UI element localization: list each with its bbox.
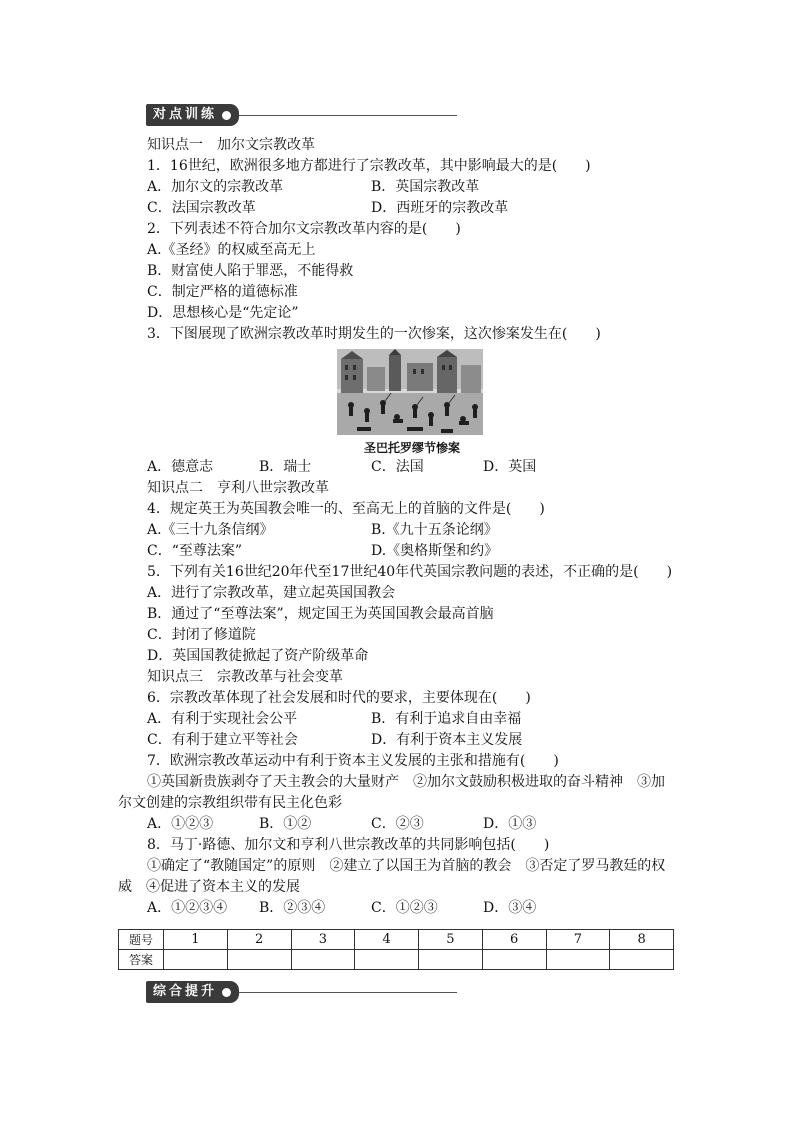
question-7-statements-line2: 尔文创建的宗教组织带有民主化色彩 [118, 795, 342, 811]
bullet-dot-icon [222, 988, 231, 997]
question-7-options [147, 814, 677, 835]
section-header-advance [146, 981, 457, 1003]
bullet-dot-icon [222, 111, 231, 120]
q8-option-a: A．①②③④ [147, 900, 228, 916]
answer-cell[interactable] [164, 950, 228, 970]
answer-cell[interactable] [227, 950, 291, 970]
question-number-cell: 2 [227, 930, 291, 950]
question-number-cell: 3 [291, 930, 355, 950]
q8-option-c: C．①②③ [371, 900, 438, 916]
q1-option-c: C．法国宗教改革 [147, 200, 256, 216]
question-3-stem: 3．下图展现了欧洲宗教改革时期发生的一次惨案，这次惨案发生在( ) [147, 326, 601, 342]
question-5-stem: 5．下列有关16世纪20年代至17世纪40年代英国宗教问题的表述，不正确的是( ) [147, 564, 673, 580]
section-rule [239, 115, 457, 116]
answer-cell[interactable] [610, 950, 674, 970]
q8-option-b: B．②③④ [259, 900, 326, 916]
question-1-options-row1 [147, 177, 677, 198]
answer-table [118, 929, 674, 970]
question-2-stem: 2．下列表述不符合加尔文宗教改革内容的是( ) [147, 221, 461, 237]
answer-cell[interactable] [355, 950, 419, 970]
q6-option-b: B．有利于追求自由幸福 [371, 711, 522, 727]
row-label-question-number: 题号 [119, 930, 164, 950]
question-8-options [147, 898, 677, 919]
question-1-stem: 1．16世纪，欧洲很多地方都进行了宗教改革，其中影响最大的是( ) [147, 158, 591, 174]
question-7-statements-line1: ①英国新贵族剥夺了天主教会的大量财产 ②加尔文鼓励积极进取的奋斗精神 ③加 [147, 774, 665, 790]
q4-option-d: D.《奥格斯堡和约》 [371, 543, 499, 559]
section-title-advance: 综合提升 [153, 984, 218, 999]
section-rule [239, 992, 457, 993]
question-number-cell: 6 [482, 930, 546, 950]
q1-option-a: A．加尔文的宗教改革 [147, 179, 284, 195]
section-tag-practice [146, 104, 239, 126]
massacre-engraving-image [337, 349, 483, 435]
q7-option-a: A．①②③ [147, 816, 214, 832]
question-3-options [147, 457, 677, 478]
question-number-cell: 8 [610, 930, 674, 950]
figure-caption: 圣巴托罗缪节惨案 [363, 441, 460, 455]
knowledge-point-1: 知识点一 加尔文宗教改革 [147, 137, 315, 153]
question-8-statements-line1: ①确定了“教随国定”的原则 ②建立了以国王为首脑的教会 ③否定了罗马教廷的权 [147, 858, 666, 874]
q4-option-c: C．“至尊法案” [147, 543, 243, 559]
question-6-options-row1 [147, 709, 677, 730]
answer-cell[interactable] [482, 950, 546, 970]
q4-option-a: A.《三十九条信纲》 [147, 522, 274, 538]
q5-option-d: D．英国国教徒掀起了资产阶级革命 [147, 648, 369, 664]
row-label-answer: 答案 [119, 950, 164, 970]
section-header-practice [146, 104, 457, 126]
question-4-options-row2 [147, 541, 677, 562]
question-8-statements-line2: 威 ④促进了资本主义的发展 [118, 879, 300, 895]
question-6-options-row2 [147, 730, 677, 751]
q6-option-d: D．有利于资本主义发展 [371, 732, 523, 748]
q3-option-b: B．瑞士 [259, 459, 312, 475]
q2-option-c: C．制定严格的道德标准 [147, 284, 298, 300]
section-title-practice: 对点训练 [153, 107, 218, 122]
question-number-cell: 1 [164, 930, 228, 950]
q5-option-c: C．封闭了修道院 [147, 627, 256, 643]
answer-cell[interactable] [291, 950, 355, 970]
q3-option-d: D．英国 [483, 459, 537, 475]
question-number-cell: 4 [355, 930, 419, 950]
q7-option-b: B．①② [259, 816, 312, 832]
q1-option-b: B．英国宗教改革 [371, 179, 480, 195]
q2-option-a: A.《圣经》的权威至高无上 [147, 242, 316, 258]
answer-cell[interactable] [419, 950, 483, 970]
q5-option-b: B．通过了“至尊法案”，规定国王为英国国教会最高首脑 [147, 606, 494, 622]
q2-option-b: B．财富使人陷于罪恶，不能得救 [147, 263, 354, 279]
question-1-options-row2 [147, 198, 677, 219]
question-4-stem: 4．规定英王为英国教会唯一的、至高无上的首脑的文件是( ) [147, 501, 545, 517]
questions-body [118, 135, 677, 919]
answer-table-answer-row [119, 950, 674, 970]
question-8-stem: 8．马丁·路德、加尔文和亨利八世宗教改革的共同影响包括( ) [147, 837, 550, 853]
section-tag-advance [146, 981, 239, 1003]
q5-option-a: A．进行了宗教改革，建立起英国国教会 [147, 585, 396, 601]
q6-option-a: A．有利于实现社会公平 [147, 711, 298, 727]
q7-option-c: C．②③ [371, 816, 424, 832]
q6-option-c: C．有利于建立平等社会 [147, 732, 298, 748]
question-6-stem: 6．宗教改革体现了社会发展和时代的要求，主要体现在( ) [147, 690, 531, 706]
knowledge-point-2: 知识点二 亨利八世宗教改革 [147, 480, 329, 496]
q2-option-d: D．思想核心是“先定论” [147, 305, 299, 321]
q3-option-c: C．法国 [371, 459, 424, 475]
question-3-figure [147, 345, 677, 457]
q3-option-a: A．德意志 [147, 459, 214, 475]
question-4-options-row1 [147, 520, 677, 541]
question-number-cell: 7 [546, 930, 610, 950]
answer-table-number-row [119, 930, 674, 950]
q8-option-d: D．③④ [483, 900, 537, 916]
knowledge-point-3: 知识点三 宗教改革与社会变革 [147, 669, 343, 685]
question-7-stem: 7．欧洲宗教改革运动中有利于资本主义发展的主张和措施有( ) [147, 753, 559, 769]
answer-cell[interactable] [546, 950, 610, 970]
q1-option-d: D．西班牙的宗教改革 [371, 200, 509, 216]
q7-option-d: D．①③ [483, 816, 537, 832]
q4-option-b: B.《九十五条论纲》 [371, 522, 498, 538]
question-number-cell: 5 [419, 930, 483, 950]
